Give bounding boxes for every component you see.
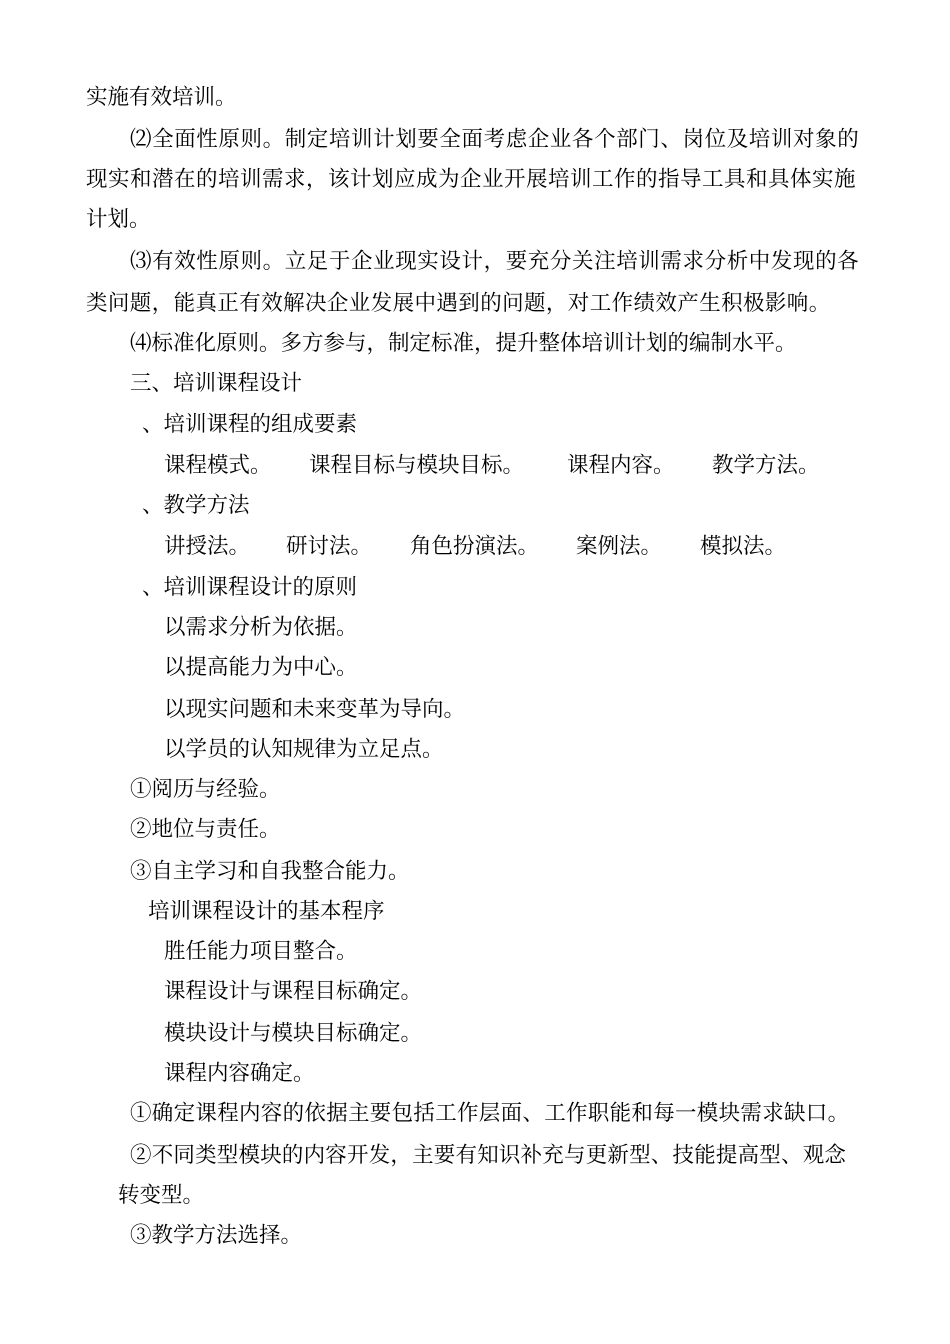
list-item: ①阅历与经验。 bbox=[130, 777, 281, 802]
list-item: 课程目标与模块目标。 bbox=[309, 453, 525, 478]
text-line: 现实和潜在的培训需求，该计划应成为企业开展培训工作的指导工具和具体实施 bbox=[86, 167, 857, 192]
list-item: ②不同类型模块的内容开发，主要有知识补充与更新型、技能提高型、观念 bbox=[130, 1143, 847, 1168]
principle-effective: ⑶有效性原则。立足于企业现实设计，要充分关注培训需求分析中发现的各 bbox=[130, 249, 860, 274]
subsection-heading: 培训课程设计的基本程序 bbox=[148, 899, 385, 924]
list-item: ①确定课程内容的依据主要包括工作层面、工作职能和每一模块需求缺口。 bbox=[130, 1101, 850, 1126]
list-item: 研讨法。 bbox=[286, 534, 373, 559]
principle-standardization: ⑷标准化原则。多方参与，制定标准，提升整体培训计划的编制水平。 bbox=[130, 331, 797, 356]
list-item: 以需求分析为依据。 bbox=[164, 615, 358, 640]
list-item: 角色扮演法。 bbox=[410, 534, 540, 559]
list-item: 案例法。 bbox=[576, 534, 663, 559]
subsection-heading: 、培训课程设计的原则 bbox=[142, 575, 358, 600]
principle-comprehensive: ⑵全面性原则。制定培训计划要全面考虑企业各个部门、岗位及培训对象的 bbox=[130, 127, 860, 152]
list-item: 课程内容确定。 bbox=[164, 1061, 315, 1086]
list-item: 课程内容。 bbox=[567, 453, 675, 478]
list-item: 讲授法。 bbox=[164, 534, 251, 559]
list-item: 课程设计与课程目标确定。 bbox=[164, 979, 423, 1004]
section-heading: 三、培训课程设计 bbox=[130, 371, 303, 396]
list-item: 模拟法。 bbox=[700, 534, 787, 559]
text-line: 类问题，能真正有效解决企业发展中遇到的问题，对工作绩效产生积极影响。 bbox=[86, 291, 831, 316]
text-line: 计划。 bbox=[86, 207, 151, 232]
list-item: ②地位与责任。 bbox=[130, 817, 281, 842]
text-line: 实施有效培训。 bbox=[86, 85, 237, 110]
list-item: 模块设计与模块目标确定。 bbox=[164, 1021, 423, 1046]
list-item: ③教学方法选择。 bbox=[130, 1223, 303, 1248]
subsection-heading: 、教学方法 bbox=[142, 493, 250, 518]
subsection-heading: 、培训课程的组成要素 bbox=[142, 412, 358, 437]
list-item: 教学方法。 bbox=[712, 453, 820, 478]
list-item: 以提高能力为中心。 bbox=[164, 655, 358, 680]
list-item: 以现实问题和未来变革为导向。 bbox=[164, 697, 466, 722]
list-item: 课程模式。 bbox=[164, 453, 272, 478]
text-line: 转变型。 bbox=[118, 1183, 205, 1208]
list-item: 以学员的认知规律为立足点。 bbox=[164, 737, 444, 762]
list-item: 胜任能力项目整合。 bbox=[164, 939, 358, 964]
list-item: ③自主学习和自我整合能力。 bbox=[130, 859, 410, 884]
